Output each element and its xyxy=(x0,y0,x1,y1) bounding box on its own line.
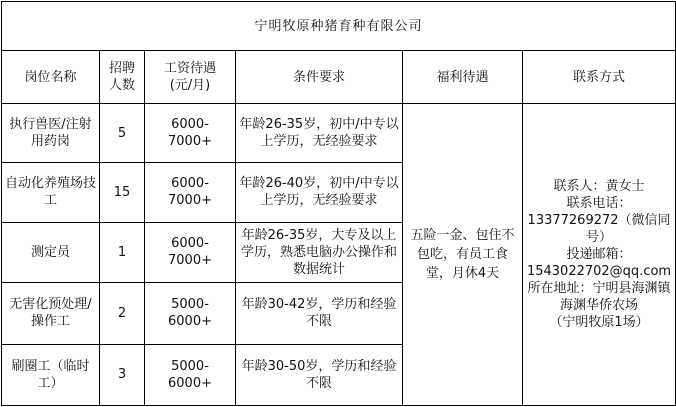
contact-phone-label: 联系电话： xyxy=(566,196,632,212)
recruitment-table xyxy=(1,1,676,406)
welfare-cell xyxy=(403,104,523,406)
row-requirements: 年龄30-42岁，学历和经验不限 xyxy=(236,282,403,344)
row-position: 测定员 xyxy=(2,222,100,282)
contact-cell xyxy=(523,104,676,406)
title-row xyxy=(2,2,676,51)
header-requirements: 条件要求 xyxy=(236,51,403,104)
row-salary-line2: 7000+ xyxy=(168,134,212,150)
row-salary xyxy=(145,344,236,405)
row-salary-line2: 6000+ xyxy=(168,314,212,330)
header-count xyxy=(100,51,145,104)
company-title: 宁明牧原种猪育种有限公司 xyxy=(2,2,676,51)
row-salary xyxy=(145,163,236,222)
row-salary xyxy=(145,282,236,344)
row-count: 3 xyxy=(100,344,145,405)
header-count-line1: 招聘 xyxy=(108,61,135,77)
row-salary-line1: 6000- xyxy=(171,176,209,192)
row-position: 执行兽医/注射用药岗 xyxy=(2,104,100,163)
header-contact: 联系方式 xyxy=(523,51,676,104)
row-salary-line1: 6000- xyxy=(171,117,209,133)
row-salary-line2: 7000+ xyxy=(168,193,212,209)
header-salary xyxy=(145,51,236,104)
header-welfare: 福利待遇 xyxy=(403,51,523,104)
row-position: 刷圈工（临时工） xyxy=(2,344,100,405)
row-requirements: 年龄26-35岁，大专及以上学历，熟悉电脑办公操作和数据统计 xyxy=(236,222,403,282)
row-salary-line1: 5000- xyxy=(171,297,209,313)
header-row xyxy=(2,51,676,104)
contact-address: 所在地址：宁明县海渊镇海渊华侨农场 xyxy=(527,281,671,314)
row-position: 自动化养殖场技工 xyxy=(2,163,100,222)
row-salary-line2: 7000+ xyxy=(168,253,212,269)
row-count: 5 xyxy=(100,104,145,163)
contact-person: 联系人：黄女士 xyxy=(553,179,645,195)
row-count: 2 xyxy=(100,282,145,344)
contact-email-label: 投递邮箱： xyxy=(566,247,632,263)
header-salary-line1: 工资待遇 xyxy=(163,61,216,77)
contact-address-note: （宁明牧原1场） xyxy=(549,315,649,331)
row-position: 无害化预处理/操作工 xyxy=(2,282,100,344)
row-salary-line1: 5000- xyxy=(171,358,209,374)
row-requirements: 年龄30-50岁，学历和经验不限 xyxy=(236,344,403,405)
row-requirements: 年龄26-35岁，初中/中专以上学历，无经验要求 xyxy=(236,104,403,163)
row-salary xyxy=(145,222,236,282)
row-count: 1 xyxy=(100,222,145,282)
row-requirements: 年龄26-40岁，初中/中专以上学历，无经验要求 xyxy=(236,163,403,222)
welfare-text: 五险一金、包住不包吃，有员工食堂，月休4天 xyxy=(410,228,515,282)
row-count: 15 xyxy=(100,163,145,222)
row-salary xyxy=(145,104,236,163)
row-salary-line2: 6000+ xyxy=(168,375,212,391)
contact-phone: 13377269272（微信同号） xyxy=(527,213,671,246)
header-salary-line2: (元/月) xyxy=(169,78,211,94)
contact-email: 1543022702@qq.com xyxy=(526,264,672,280)
header-count-line2: 人数 xyxy=(108,78,135,94)
table-row xyxy=(2,104,676,163)
header-position: 岗位名称 xyxy=(2,51,100,104)
row-salary-line1: 6000- xyxy=(171,236,209,252)
